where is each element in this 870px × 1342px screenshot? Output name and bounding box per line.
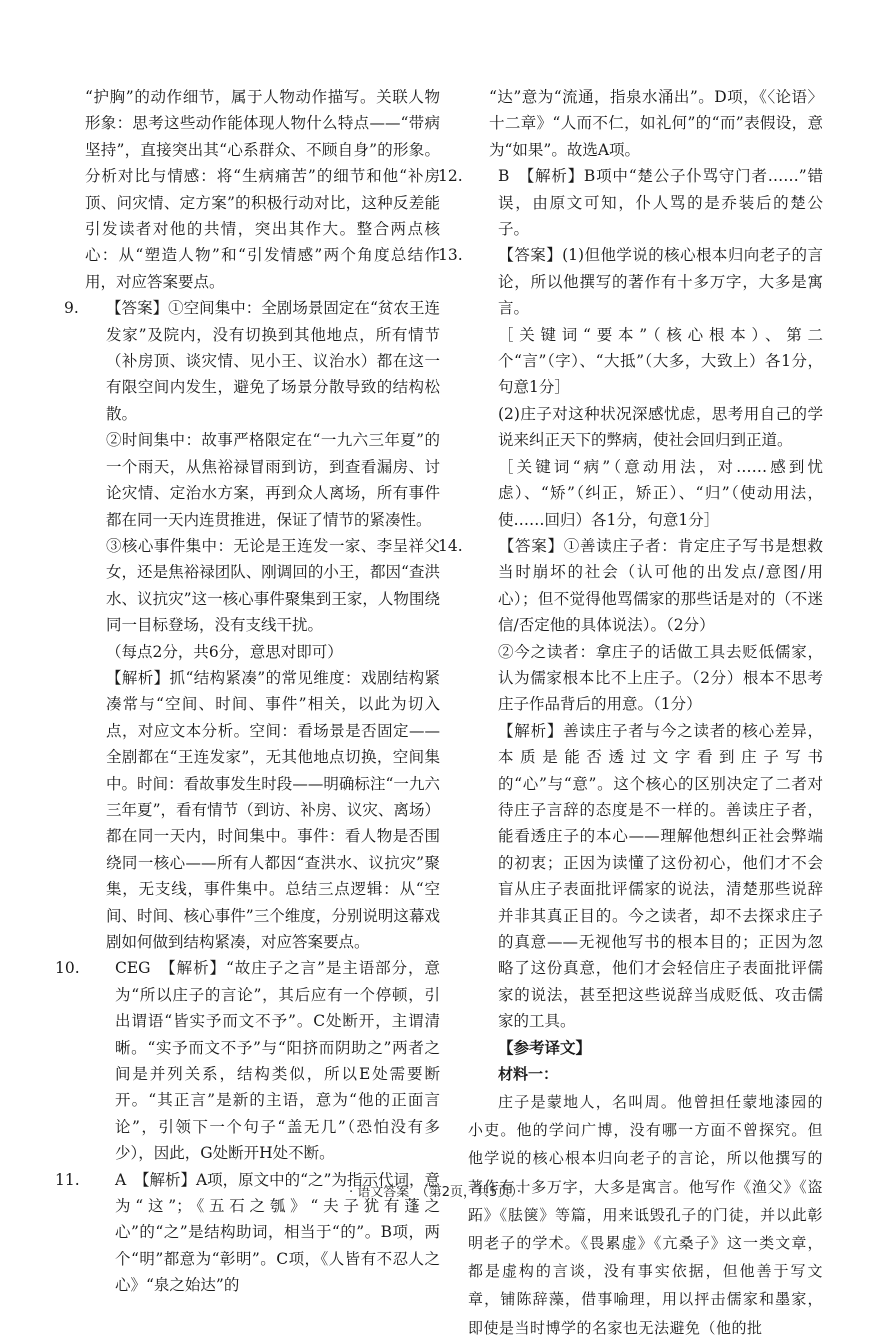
q11-text: A 【解析】A项，原文中的“之”为指示代词，意为“这”；《五石之瓠》“夫子犹有蓬之心”的“之”是结构助词，相当于“的”。B项，两个“明”都意为“彰明”。C项，《人皆有不忍人之心》“泉之始达”的 (115, 1170, 440, 1295)
q8-answer-continued: “护胸”的动作细节，属于人物动作描写。关联人物形象：思考这些动作能体现人物什么特点——“带病坚持”，直接突出其“心系群众、不顾自身”的形象。分析对比与情感：将“生病痛苦”的细节和他“补房顶、问灾情、定方案”的积极行动对比，这种反差能引发读者对他的共情，突出其作大。整合两点核心：从“塑造人物”和“引发情感”两个角度总结作用，对应答案要点。 (85, 88, 440, 291)
q9-point-3: ③核心事件集中：无论是王连发一家、李呈祥父女，还是焦裕禄团队、刚调回的小王，都因“查洪水、议抗灾”这一核心事件聚集到王家，人物围绕同一目标登场，没有支线干扰。 (106, 536, 440, 635)
q9-number: 9. (64, 299, 79, 318)
q13-keywords-1: ［关键词“要本”（核心根本）、第二个“言”（字）、“大抵”（大多，大致上）各1分，句意1分］ (498, 325, 823, 397)
q9-point-2: ②时间集中：故事严格限定在“一九六三年夏”的一个雨天，从焦裕禄冒雨到访，到查看漏房、讨论灾情、定治水方案，再到众人离场，所有事件都在同一天内连贯推进，保证了情节的紧凑性。 (106, 431, 440, 529)
q9-scoring: （每点2分，共6分，意思对即可） (106, 642, 343, 661)
q12-text: B 【解析】B项中“楚公子仆骂守门者……”错误，由原文可知，仆人骂的是乔装后的楚公子。 (498, 167, 823, 239)
q13-part-1: 【答案】(1)但他学说的核心根本归向老子的言论，所以他撰写的著作有十多万字，大多是寓言。 (498, 246, 823, 318)
q14-number: 14. (438, 536, 463, 555)
q9-answer (64, 295, 440, 427)
reference-translation-heading: 【参考译文】 (498, 1038, 592, 1057)
q14-point-2: ②今之读者：拿庄子的话做工具去贬低儒家，认为儒家根本比不上庄子。（2分）根本不思考庄子作品背后的用意。（1分） (498, 642, 823, 714)
page-footer: · 语文答案 （第2页，共5页）· (349, 1185, 521, 1200)
q13-number: 13. (438, 246, 463, 265)
q12-number: 12. (438, 167, 463, 186)
q13-answer (438, 242, 823, 321)
left-column (55, 84, 440, 1299)
q9-analysis: 【解析】抓“结构紧凑”的常见维度：戏剧结构紧凑常与“空间、时间、事件”相关，以此为切入点，对应文本分析。空间：看场景是否固定——全剧都在“王连发家”，无其他地点切换，空间集中。时间：看故事发生时段——明确标注“一九六三年夏”，看有情节（到访、补房、议灾、离场）都在同一天内，时间集中。事件：看人物是否围绕同一核心——所有人都因“查洪水、议抗灾”聚集，无支线，事件集中。总结三点逻辑：从“空间、时间、核心事件”三个维度，分别说明这幕戏剧如何做到结构紧凑，对应答案要点。 (106, 668, 440, 951)
q13-part-2: (2)庄子对这种状况深感忧虑，思考用自己的学说来纠正天下的弊病，使社会回归到正道。 (498, 404, 823, 450)
q14-analysis: 【解析】善读庄子者与今之读者的核心差异，本质是能否透过文字看到庄子写书的“心”与“意”。这个核心的区别决定了二者对待庄子言辞的态度是不一样的。善读庄子者，能看透庄子的本心——理解他想纠正社会弊端的初衷；正因为读懂了这份初心，他们才不会盲从庄子表面批评儒家的说法，清楚那些说辞并非其真正目的。今之读者，却不去探求庄子的真意——无视他写书的根本目的；正因为忽略了这份真意，他们才会轻信庄子表面批评儒家的说法，甚至把这些说辞当成贬低、攻击儒家的工具。 (498, 721, 823, 1031)
q9-point-1: 【答案】①空间集中：全剧场景固定在“贫农王连发家”及院内，没有切换到其他地点，所有情节（补房顶、谈灾情、见小王、议治水）都在这一有限空间内发生，避免了场景分散导致的结构松散。 (106, 299, 440, 423)
q13-keywords-2: ［关键词“病”（意动用法，对……感到忧虑）、“矫”（纠正，矫正）、“归”（使动用法，使……回归）各1分，句意1分］ (498, 457, 823, 529)
right-column (438, 84, 823, 1342)
q14-point-1: 【答案】①善读庄子者：肯定庄子写书是想救当时崩坏的社会（认可他的出发点/意图/用心）；但不觉得他骂儒家的那些话是对的（不迷信/否定他的具体说法）。（2分） (498, 536, 823, 635)
q11-answer-continued: “达”意为“流通，指泉水涌出”。D项，《〈论语〉十二章》“人而不仁，如礼何”的“而”表假设，意为“如果”。故选A项。 (489, 88, 823, 159)
q10-text: CEG 【解析】“故庄子之言”是主语部分，意为“所以庄子的言论”，其后应有一个停顿，引出谓语“皆实予而文不予”。C处断开，主谓清晰。“实予而文不予”与“阳挤而阴助之”两者之间是并列关系，结构类似，所以E处需要断开。“其正言”是新的主语，意为“他的正面言论”，引领下一个句子“盖无几”（恐怕没有多少），因此，G处断开H处不断。 (115, 959, 440, 1163)
q10-answer (55, 955, 440, 1166)
material-one-heading: 材料一： (498, 1065, 559, 1084)
q12-answer (438, 163, 823, 242)
q11-number: 11. (55, 1170, 80, 1189)
translation-text: 庄子是蒙地人，名叫周。他曾担任蒙地漆园的小吏。他的学问广博，没有哪一方面不曾探究。但他学说的核心根本归向老子的言论，所以他撰写的著作有十多万字，大多是寓言。他写作《渔父》《盗跖》《胠箧》等篇，用来诋毁孔子的门徒，并以此彰明老子的学术。《畏累虚》《亢桑子》这一类文章，都是虚构的言谈，没有事实依据，但他善于写文章，铺陈辞藻，借事喻理，用以抨击儒家和墨家，即使是当时博学的名家也无法避免（他的批 (468, 1093, 823, 1337)
q10-number: 10. (55, 959, 80, 978)
q14-answer (438, 533, 823, 639)
